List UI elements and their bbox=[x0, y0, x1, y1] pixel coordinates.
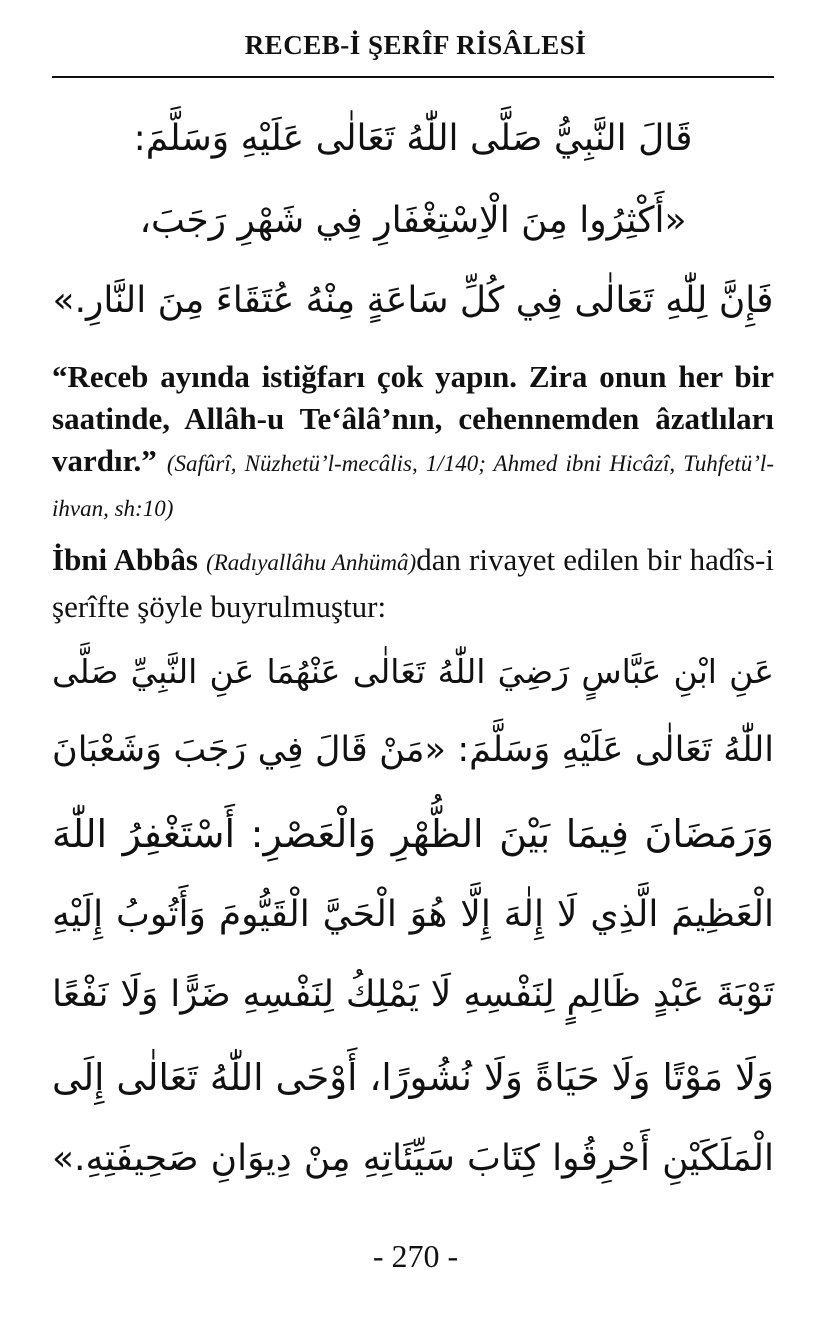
page-number: - 270 - bbox=[372, 1238, 459, 1274]
narration-intro-text: dan rivayet edilen bir hadîs-i şerîfte şöyle buyrulmuştur: bbox=[52, 542, 774, 624]
arabic-hadith-line-7: الْمَلَكَيْنِ أَحْرِقُوا كِتَابَ سَيِّئَاتِهِ مِنْ دِيوَانِ صَحِيفَتِهِ.» bbox=[52, 1138, 774, 1179]
arabic-hadith-line-2: اللّٰهُ تَعَالٰى عَلَيْهِ وَسَلَّمَ: «مَنْ قَالَ فِي رَجَبَ وَشَعْبَانَ bbox=[52, 730, 774, 770]
arabic-heading-line-3: فَإِنَّ لِلّٰهِ تَعَالٰى فِي كُلِّ سَاعَةٍ مِنْهُ عُتَقَاءَ مِنَ النَّارِ.» bbox=[52, 280, 774, 321]
running-header: RECEB-İ ŞERÎF RİSÂLESİ bbox=[244, 30, 587, 60]
arabic-heading-line-2: «أَكْثِرُوا مِنَ الْاِسْتِغْفَارِ فِي شَهْرِ رَجَبَ، bbox=[139, 200, 687, 241]
arabic-hadith-line-3: وَرَمَضَانَ فِيمَا بَيْنَ الظُّهْرِ وَالْعَصْرِ: أَسْتَغْفِرُ اللّٰهَ bbox=[52, 812, 774, 856]
translation-source: (Safûrî, Nüzhetü’l-mecâlis, 1/140; Ahmed ibni Hicâzî, Tuhfetü’l-ihvan, sh:10) bbox=[52, 451, 774, 521]
arabic-hadith-line-1: عَنِ ابْنِ عَبَّاسٍ رَضِيَ اللّٰهُ تَعَالٰى عَنْهُمَا عَنِ النَّبِيِّ صَلَّى bbox=[52, 652, 774, 691]
header-rule bbox=[52, 76, 774, 78]
arabic-heading-line-1: قَالَ النَّبِيُّ صَلَّى اللّٰهُ تَعَالٰى عَلَيْهِ وَسَلَّمَ: bbox=[133, 118, 693, 159]
arabic-hadith-line-5: تَوْبَةَ عَبْدٍ ظَالِمٍ لِنَفْسِهِ لَا يَمْلِكُ لِنَفْسِهِ ضَرًّا وَلَا نَفْعًا bbox=[52, 974, 774, 1015]
translation-text: “Receb ayında istiğfarı çok yapın. Zira onun her bir saatinde, Allâh-u Te‘âlâ’nın, cehennemden âzatlıları vardır.” bbox=[52, 359, 774, 478]
arabic-hadith-line-6: وَلَا مَوْتًا وَلَا حَيَاةً وَلَا نُشُورًا، أَوْحَى اللّٰهُ تَعَالٰى إِلَى bbox=[52, 1056, 774, 1099]
narrator-name: İbni Abbâs bbox=[52, 542, 198, 577]
narration-intro bbox=[52, 538, 774, 629]
arabic-hadith-line-4: الْعَظِيمَ الَّذِي لَا إِلٰهَ إِلَّا هُوَ الْحَيَّ الْقَيُّومَ وَأَتُوبُ إِلَيْهِ bbox=[52, 894, 774, 935]
hadith-translation bbox=[52, 356, 774, 530]
narrator-honorific: (Radıyallâhu Anhümâ) bbox=[206, 550, 417, 575]
